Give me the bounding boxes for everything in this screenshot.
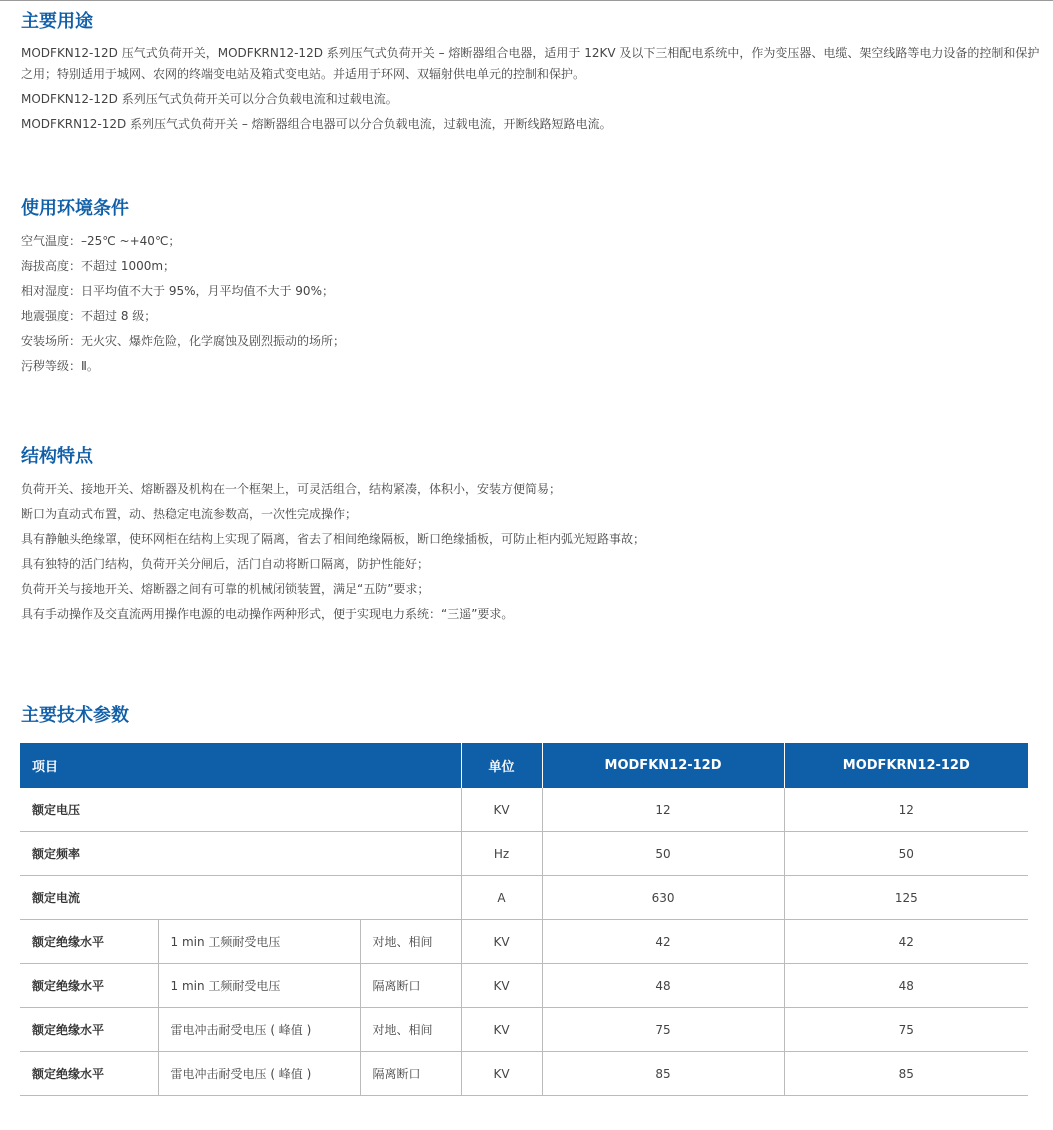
row-item: 额定频率 — [20, 832, 461, 876]
row-condition: 隔离断口 — [360, 1052, 461, 1096]
row-unit: A — [461, 876, 542, 920]
environment-item: 海拔高度：不超过 1000m； — [21, 259, 176, 273]
row-item: 额定电流 — [20, 876, 461, 920]
row-condition: 对地、相间 — [360, 1008, 461, 1052]
params-section — [21, 704, 1043, 743]
environment-item: 安装场所：无火灾、爆炸危险，化学腐蚀及剧烈振动的场所； — [21, 334, 346, 348]
row-value-1: 75 — [542, 1008, 784, 1052]
row-sub-item: 雷电冲击耐受电压 ( 峰值 ) — [158, 1008, 360, 1052]
row-value-1: 50 — [542, 832, 784, 876]
usage-paragraph: MODFKN12-12D 系列压气式负荷开关可以分合负载电流和过载电流。 — [21, 92, 398, 106]
row-unit: KV — [461, 1052, 542, 1096]
row-value-1: 630 — [542, 876, 784, 920]
structure-item: 具有独特的活门结构，负荷开关分闸后，活门自动将断口隔离，防护性能好； — [21, 557, 430, 571]
row-item: 额定绝缘水平 — [20, 920, 158, 964]
table-row — [20, 876, 1028, 920]
row-value-2: 75 — [784, 1008, 1028, 1052]
row-unit: KV — [461, 1008, 542, 1052]
params-heading: 主要技术参数 — [21, 705, 129, 726]
environment-item: 相对湿度：日平均值不大于 95%，月平均值不大于 90%； — [21, 284, 334, 298]
table-row — [20, 1052, 1028, 1096]
table-row — [20, 832, 1028, 876]
table-header-row — [20, 743, 1028, 788]
header-model-2: MODFKRN12-12D — [784, 743, 1028, 788]
row-value-2: 125 — [784, 876, 1028, 920]
params-table — [20, 743, 1028, 1096]
table-row — [20, 1008, 1028, 1052]
row-value-1: 85 — [542, 1052, 784, 1096]
environment-item: 污秽等级：Ⅱ。 — [21, 359, 99, 373]
header-model-1: MODFKN12-12D — [542, 743, 784, 788]
environment-heading: 使用环境条件 — [21, 198, 129, 219]
structure-section — [21, 445, 1043, 627]
row-condition: 对地、相间 — [360, 920, 461, 964]
row-sub-item: 1 min 工频耐受电压 — [158, 920, 360, 964]
row-value-1: 42 — [542, 920, 784, 964]
row-value-2: 50 — [784, 832, 1028, 876]
row-item: 额定绝缘水平 — [20, 1052, 158, 1096]
header-item: 项目 — [20, 743, 461, 788]
row-item: 额定电压 — [20, 788, 461, 832]
row-value-2: 42 — [784, 920, 1028, 964]
usage-heading: 主要用途 — [21, 11, 93, 32]
structure-item: 负荷开关与接地开关、熔断器之间有可靠的机械闭锁装置，满足“五防”要求； — [21, 582, 430, 596]
row-value-1: 48 — [542, 964, 784, 1008]
table-row — [20, 964, 1028, 1008]
row-sub-item: 雷电冲击耐受电压 ( 峰值 ) — [158, 1052, 360, 1096]
row-value-2: 12 — [784, 788, 1028, 832]
structure-heading: 结构特点 — [21, 446, 93, 467]
environment-item: 空气温度：–25℃ ~+40℃； — [21, 234, 181, 248]
usage-section — [21, 10, 1043, 139]
row-unit: KV — [461, 920, 542, 964]
table-row — [20, 788, 1028, 832]
usage-paragraph: MODFKRN12-12D 系列压气式负荷开关 – 熔断器组合电器可以分合负载电流，过载电流，开断线路短路电流。 — [21, 117, 612, 131]
row-value-2: 85 — [784, 1052, 1028, 1096]
row-unit: KV — [461, 788, 542, 832]
row-value-2: 48 — [784, 964, 1028, 1008]
structure-item: 具有静触头绝缘罩，使环网柜在结构上实现了隔离，省去了相间绝缘隔板，断口绝缘插板，可防止柜内弧光短路事故； — [21, 532, 646, 546]
table-row — [20, 920, 1028, 964]
row-condition: 隔离断口 — [360, 964, 461, 1008]
usage-paragraph: MODFKN12-12D 压气式负荷开关，MODFKRN12-12D 系列压气式负荷开关 – 熔断器组合电器，适用于 12KV 及以下三相配电系统中，作为变压器、电缆、架空线路等电力设备的控制和保护之用；特别适用于城网、农网的终端变电站及箱式变电站。并适用于环网、双辐射供电单元的控制和保护。 — [21, 46, 1040, 81]
row-sub-item: 1 min 工频耐受电压 — [158, 964, 360, 1008]
row-unit: Hz — [461, 832, 542, 876]
structure-item: 具有手动操作及交直流两用操作电源的电动操作两种形式，便于实现电力系统：“三遥”要求。 — [21, 607, 514, 621]
structure-item: 负荷开关、接地开关、熔断器及机构在一个框架上，可灵活组合，结构紧凑，体积小，安装方便简易； — [21, 482, 562, 496]
row-item: 额定绝缘水平 — [20, 1008, 158, 1052]
row-unit: KV — [461, 964, 542, 1008]
structure-item: 断口为直动式布置，动、热稳定电流参数高，一次性完成操作； — [21, 507, 358, 521]
environment-item: 地震强度：不超过 8 级； — [21, 309, 157, 323]
header-unit: 单位 — [461, 743, 542, 788]
row-value-1: 12 — [542, 788, 784, 832]
row-item: 额定绝缘水平 — [20, 964, 158, 1008]
environment-section — [21, 197, 1043, 379]
